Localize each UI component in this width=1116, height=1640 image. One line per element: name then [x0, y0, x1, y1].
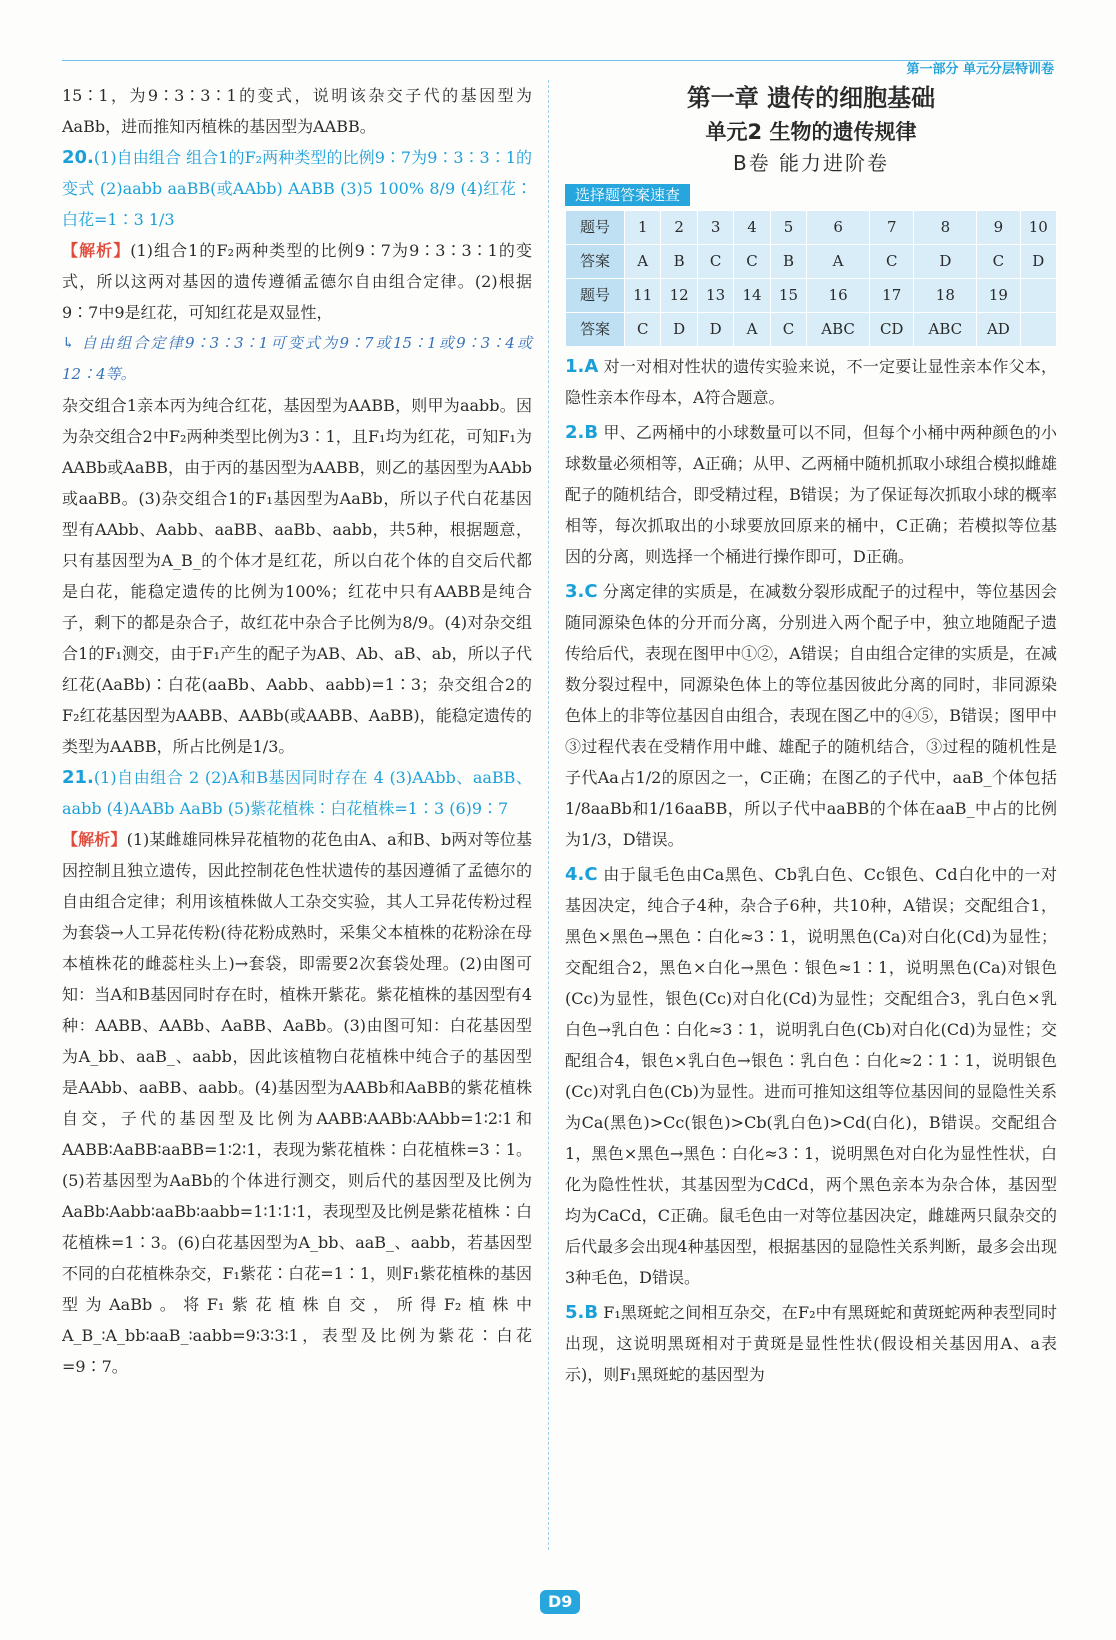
table-cell: C — [697, 245, 733, 279]
table-cell: 19 — [977, 279, 1020, 313]
table-cell: D — [697, 313, 733, 347]
answer-item: 4.C 由于鼠毛色由Ca黑色、Cb乳白色、Cc银色、Cd白化中的一对基因决定，纯合子4种，杂合子6种，共10种，A错误；交配组合1，黑色×黑色→黑色∶白化≈3∶1，说明黑色(Ca)对白化(Cd)为显性；交配组合2，黑色×白化→黑色∶银色≈1∶1，说明黑色(Ca)对银色(Cc)为显性，银色(Cc)对白化(Cd)为显性；交配组合3，乳白色×乳白色→乳白色∶白化≈3∶1，说明乳白色(Cb)对白化(Cd)为显性；交配组合4，银色×乳白色→银色∶乳白色∶白化≈2∶1∶1，说明银色(Cc)对乳白色(Cb)为显性。进而可推知这组等位基因间的显隐性关系为Ca(黑色)>Cc(银色)>Cb(乳白色)>Cd(白化)，B错误。交配组合1，黑色×黑色→黑色∶白化≈3∶1，说明黑色对白化为显性性状，白化为隐性性状，其基因型为CdCd，两个黑色亲本为杂合体，基因型均为CaCd，C正确。鼠毛色由一对等位基因决定，雌雄两只鼠杂交的后代最多会出现4种基因型，根据基因的显隐性关系判断，最多会出现3种毛色，D错误。 — [565, 864, 1057, 1287]
table-cell: C — [977, 245, 1020, 279]
table-cell: 9 — [977, 211, 1020, 245]
question-20-analysis: 【解析】(1)组合1的F₂两种类型的比例9∶7为9∶3∶3∶1的变式，所以这两对基因的遗传遵循孟德尔自由组合定律。(2)根据9∶7中9是红花，可知红花是双显性， — [62, 241, 532, 322]
answer-table — [565, 210, 1057, 347]
row-header: 答案 — [566, 313, 625, 347]
answer-item: 2.B 甲、乙两桶中的小球数量可以不同，但每个小桶中两种颜色的小球数量必须相等，A正确；从甲、乙两桶中随机抓取小球组合模拟雌雄配子的随机结合，即受精过程，B错误；为了保证每次抓取小球的概率相等，每次抓取出的小球要放回原来的桶中，C正确；若模拟等位基因的分离，则选择一个桶进行操作即可，D正确。 — [565, 422, 1057, 566]
table-cell — [1020, 313, 1057, 347]
answer-item: 5.B F₁黑斑蛇之间相互杂交，在F₂中有黑斑蛇和黄斑蛇两种表型同时出现，这说明黑斑相对于黄斑是显性性状(假设相关基因用A、a表示)，则F₁黑斑蛇的基因型为 — [565, 1302, 1057, 1384]
section-tag: 第一部分 单元分层特训卷 — [906, 62, 1054, 77]
analysis-label: 【解析】 — [62, 830, 127, 849]
table-row — [566, 313, 1057, 347]
answer-item: 1.A 对一对相对性状的遗传实验来说，不一定要让显性亲本作父本，隐性亲本作母本，A符合题意。 — [565, 356, 1057, 407]
question-20-answer — [62, 142, 532, 235]
right-column — [565, 80, 1057, 1390]
table-cell: A — [734, 313, 770, 347]
table-cell: A — [625, 245, 661, 279]
analysis-label: 【解析】 — [62, 241, 131, 260]
question-number: 2.B — [565, 422, 599, 443]
table-cell: CD — [869, 313, 913, 347]
answer-text: (1)自由组合 组合1的F₂两种类型的比例9∶7为9∶3∶3∶1的变式 (2)aabb aaBB(或AAbb) AABB (3)5 100% 8/9 (4)红花∶白花=1∶3 1/3 — [62, 148, 532, 229]
table-row — [566, 211, 1057, 245]
right-answer-list — [565, 351, 1057, 1390]
paragraph-continued: 15∶1，为9∶3∶3∶1的变式，说明该杂交子代的基因型为AaBb，进而推知丙植株的基因型为AABB。 — [62, 86, 532, 136]
chapter-title: 第一章 遗传的细胞基础 — [686, 84, 936, 112]
answer-text: (1)自由组合 2 (2)A和B基因同时存在 4 (3)AAbb、aaBB、aabb (4)AABb AaBb (5)紫花植株∶白花植株=1∶3 (6)9∶7 — [62, 768, 532, 818]
question-20-analysis-cont: 杂交组合1亲本丙为纯合红花，基因型为AABB，则甲为aabb。因为杂交组合2中F₂两种类型比例为3∶1，且F₁均为红花，可知F₁为AABb或AaBB，由于丙的基因型为AABB，则乙的基因型为AAbb或aaBB。(3)杂交组合1的F₁基因型为AaBb，所以子代白花基因型有AAbb、Aabb、aaBB、aaBb、aabb，共5种，根据题意，只有基因型为A_B_的个体才是红花，所以白花个体的自交后代都是白花，能稳定遗传的比例为100%；红花中只有AABB是纯合子，剩下的都是杂合子，故红花中杂合子比例为8/9。(4)对杂交组合1的F₁测交，由于F₁产生的配子为AB、Ab、aB、ab，所以子代红花(AaBb)∶白花(aaBb、Aabb、aabb)=1∶3；杂交组合2的F₂红花基因型为AABB、AABb(或AABB、AaBB)，能稳定遗传的类型为AABB，所占比例是1/3。 — [62, 396, 532, 756]
table-row — [566, 279, 1057, 313]
table-cell: 8 — [914, 211, 977, 245]
answer-table-title: 选择题答案速查 — [565, 184, 690, 206]
table-cell: 6 — [807, 211, 870, 245]
table-cell: 1 — [625, 211, 661, 245]
handwritten-note: ↳ 自由组合定律9∶3∶3∶1可变式为9∶7或15∶1或9∶3∶4或12∶4等。 — [62, 334, 532, 383]
header-rule — [62, 60, 1054, 61]
arrow-icon: ↳ — [62, 334, 82, 352]
table-cell: B — [661, 245, 697, 279]
table-cell: C — [770, 313, 806, 347]
question-number: 20. — [62, 147, 94, 168]
question-21-answer — [62, 762, 532, 824]
table-cell: 15 — [770, 279, 806, 313]
question-number: 21. — [62, 767, 94, 788]
table-cell: 18 — [914, 279, 977, 313]
table-cell: C — [625, 313, 661, 347]
row-header: 题号 — [566, 279, 625, 313]
question-number: 5.B — [565, 1302, 599, 1323]
table-row — [566, 245, 1057, 279]
table-cell: AD — [977, 313, 1020, 347]
answer-item: 3.C 分离定律的实质是，在减数分裂形成配子的过程中，等位基因会随同源染色体的分开而分离，分别进入两个配子中，独立地随配子遗传给后代，表现在图甲中①②，A错误；自由组合定律的实质是，在减数分裂过程中，同源染色体上的等位基因彼此分离的同时，非同源染色体上的非等位基因自由组合，表现在图乙中的④⑤，B错误；图甲中③过程代表在受精作用中雌、雄配子的随机结合，③过程的随机性是子代Aa占1/2的原因之一，C正确；在图乙的子代中，aaB_个体包括1/8aaBb和1/16aaBB，所以子代中aaBB的个体在aaB_中占的比例为1/3，D错误。 — [565, 581, 1057, 849]
row-header: 题号 — [566, 211, 625, 245]
table-cell: 5 — [770, 211, 806, 245]
table-cell: D — [914, 245, 977, 279]
table-cell: A — [807, 245, 870, 279]
left-column — [62, 80, 532, 1382]
unit-title: 单元2 生物的遗传规律 — [705, 120, 917, 144]
page-number: D9 — [540, 1590, 580, 1614]
table-cell: D — [1020, 245, 1057, 279]
paper-title: B卷 能力进阶卷 — [732, 151, 890, 175]
table-cell: 11 — [625, 279, 661, 313]
column-divider — [548, 80, 549, 1550]
question-number: 3.C — [565, 581, 598, 602]
table-cell: ABC — [807, 313, 870, 347]
question-number: 1.A — [565, 356, 599, 377]
table-cell: C — [869, 245, 913, 279]
table-cell: 3 — [697, 211, 733, 245]
table-cell: 12 — [661, 279, 697, 313]
question-21-analysis: 【解析】(1)某雌雄同株异花植物的花色由A、a和B、b两对等位基因控制且独立遗传，因此控制花色性状遗传的基因遵循了孟德尔的自由组合定律；利用该植株做人工杂交实验，其人工异花传粉过程为套袋→人工异花传粉(待花粉成熟时，采集父本植株的花粉涂在母本植株花的雌蕊柱头上)→套袋，即需要2次套袋处理。(2)由图可知：当A和B基因同时存在时，植株开紫花。紫花植株的基因型有4种：AABB、AABb、AaBB、AaBb。(3)由图可知：白花基因型为A_bb、aaB_、aabb，因此该植物白花植株中纯合子的基因型是AAbb、aaBB、aabb。(4)基因型为AABb和AaBB的紫花植株自交，子代的基因型及比例为AABB∶AABb∶AAbb=1∶2∶1和AABB∶AaBB∶aaBB=1∶2∶1，表现为紫花植株∶白花植株=3∶1。(5)若基因型为AaBb的个体进行测交，则后代的基因型及比例为AaBb∶Aabb∶aaBb∶aabb=1∶1∶1∶1，表现型及比例是紫花植株∶白花植株=1∶3。(6)白花基因型为A_bb、aaB_、aabb，若基因型不同的白花植株杂交，F₁紫花∶白花=1∶1，则F₁紫花植株的基因型为AaBb。将F₁紫花植株自交，所得F₂植株中A_B_∶A_bb∶aaB_∶aabb=9∶3∶3∶1，表型及比例为紫花∶白花=9∶7。 — [62, 830, 532, 1376]
table-cell: ABC — [914, 313, 977, 347]
table-cell: B — [770, 245, 806, 279]
row-header: 答案 — [566, 245, 625, 279]
table-cell: 2 — [661, 211, 697, 245]
table-cell: 4 — [734, 211, 770, 245]
question-number: 4.C — [565, 864, 598, 885]
table-cell: 13 — [697, 279, 733, 313]
table-cell: D — [661, 313, 697, 347]
table-cell: C — [734, 245, 770, 279]
table-cell: 14 — [734, 279, 770, 313]
table-cell: 17 — [869, 279, 913, 313]
table-cell: 7 — [869, 211, 913, 245]
table-cell: 10 — [1020, 211, 1057, 245]
table-cell — [1020, 279, 1057, 313]
table-cell: 16 — [807, 279, 870, 313]
